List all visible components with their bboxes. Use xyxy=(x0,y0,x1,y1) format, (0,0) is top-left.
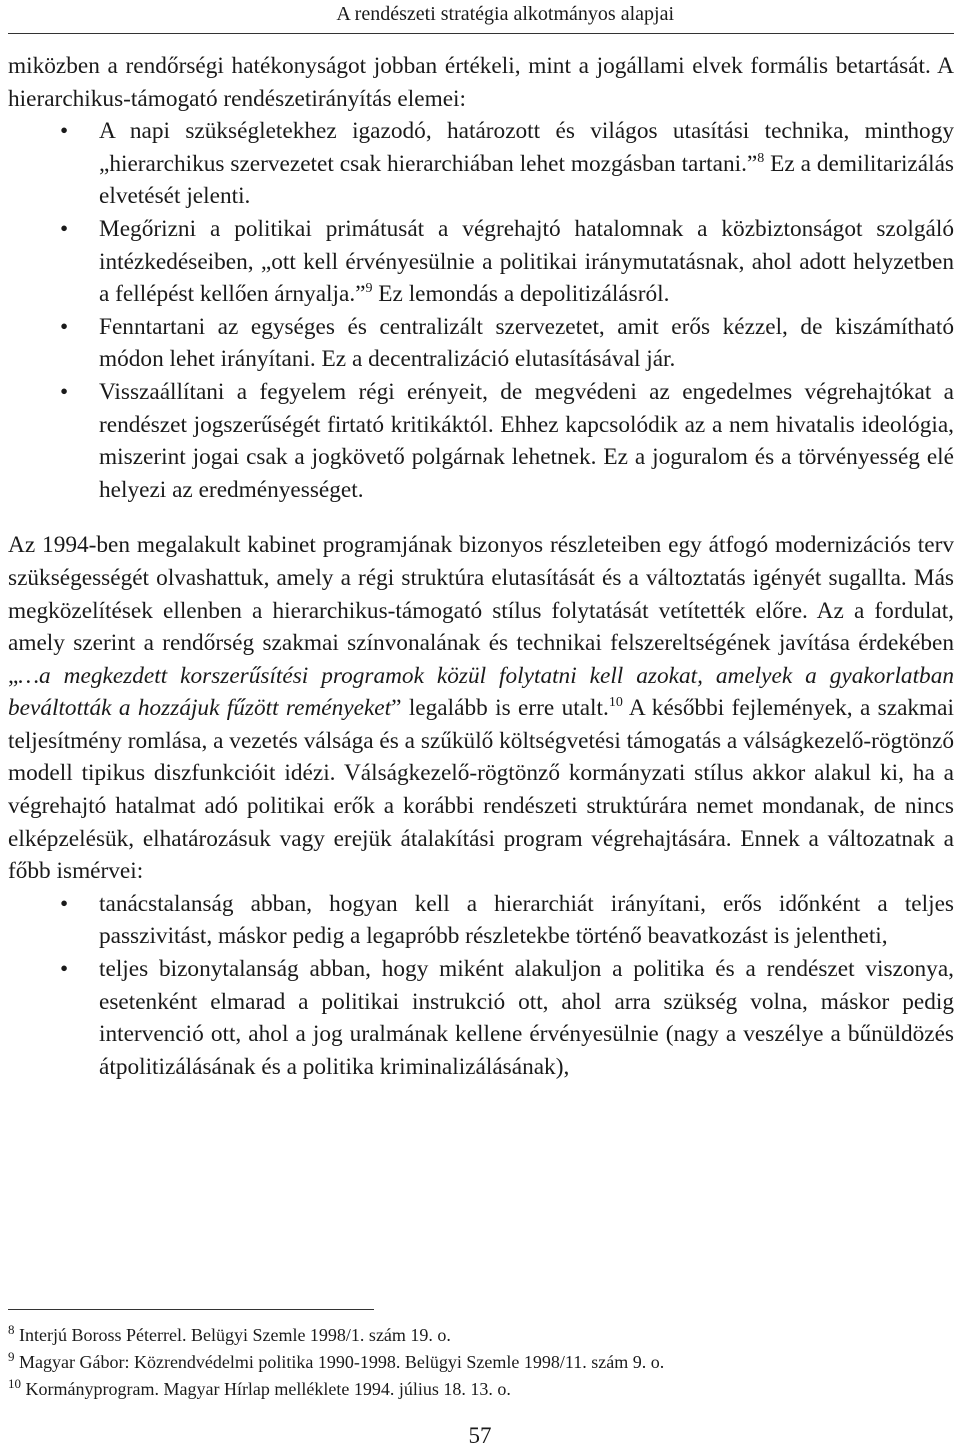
header-divider xyxy=(8,33,954,34)
bullet-icon: • xyxy=(60,890,69,917)
footnote: $^9$ Magyar Gábor: Közrendvédelmi politika 1990-1998. Belügyi Szemle 1998/11. szám 9. o. xyxy=(8,1349,665,1372)
paragraph-main: Az 1994-ben megalakult kabinet programjának bizonyos részleteiben egy átfogó modernizációs terv szükségességét olvashattuk, amely a régi struktúra elutasítását és a változtatás igényét sugallta. Más megközelítések ellenben a hierarchikus-támogató stílus folytatását vetítették előre. Az a fordulat, amely szerint a rendőrség szakmai színvonalának és technikai felszereltségének javítása érdekében „…a megkezdett korszerűsítési programok közül folytatni kell azokat, amelyek a gyakorlatban beváltották a hozzájuk fűzött reményeket” legalább is erre utalt.$^{10}$ A későbbi fejlemények, a szakmai teljesítmény romlása, a vezetés válsága és a szűkülő költségvetési támogatás a válságkezelő-rögtönző modell tipikus diszfunkcióit idézi. Válságkezelő-rögtönző kormányzati stílus akkor alakul ki, ha a végrehajtó hatalmat adó politikai erők a korábbi rendészeti struktúrára nemet mondanak, de nincs elképzelésük, elhatározásuk vagy erejük átalakítási program végrehajtására. Ennek a változatnak a főbb ismérvei: xyxy=(8,532,954,885)
bullet-icon: • xyxy=(60,118,69,145)
bullet-list-1 xyxy=(8,115,954,506)
footnote-divider xyxy=(8,1309,374,1310)
footnote: $^{10}$ Kormányprogram. Magyar Hírlap melléklete 1994. július 18. 13. o. xyxy=(8,1376,511,1399)
list-item: • A napi szükségletekhez igazodó, határozott és világos utasítási technika, minthogy „hierarchikus szervezetet csak hierarchiában lehet mozgásban tartani.”$^8$ Ez a demilitarizálás elvetését jelenti. xyxy=(8,115,954,213)
bullet-icon: • xyxy=(60,956,69,983)
list-item: • teljes bizonytalanság abban, hogy miként alakuljon a politika és a rendészet viszonya, esetenként elmarad a politikai instrukció ott, ahol arra szükség volna, máskor pedig intervenció ott, ahol a jog uralmának kellene érvényesülnie (nagy a veszélye a bűnüldözés átpolitizálásának és a politika kriminalizálásának), xyxy=(8,953,954,1083)
footnote-ref: 8 xyxy=(757,151,765,167)
bullet-icon: • xyxy=(60,378,69,405)
list-item: • Visszaállítani a fegyelem régi erényeit, de megvédeni az engedelmes végrehajtókat a rendészet jogszerűségét firtató kritikáktól. Ehhez kapcsolódik az a nem hivatalis ideológia, miszerint jogai csak a jogkövető polgárnak lehetnek. Ez a joguralom és a törvényesség elé helyezi az eredményességet. xyxy=(8,376,954,506)
bullet-list-2 xyxy=(8,888,954,1084)
footnote-ref: 10 xyxy=(608,695,623,711)
list-item: • Fenntartani az egységes és centralizált szervezetet, amit erős kézzel, de kiszámítható módon lehet irányítani. Ez a decentralizáció elutasításával jár. xyxy=(8,311,954,376)
italic-quote: …a megkezdett korszerűsítési programok közül folytatni kell azokat, amelyek a gyakorlatban beváltották a hozzájuk fűzött reményeket xyxy=(8,662,954,722)
page-number: 57 xyxy=(468,1423,492,1448)
list-item: • tanácstalanság abban, hogyan kell a hierarchiát irányítani, erős időnként a teljes passzivitást, máskor pedig a legapróbb részletekbe történő beavatkozást is jelentheti, xyxy=(8,888,954,953)
page-body xyxy=(8,50,954,1083)
footnotes xyxy=(8,1322,948,1403)
footnote: $^8$ Interjú Boross Péterrel. Belügyi Szemle 1998/1. szám 19. o. xyxy=(8,1322,451,1345)
footnote-ref: 9 xyxy=(365,281,373,297)
running-header: A rendészeti stratégia alkotmányos alapjai xyxy=(336,3,674,25)
bullet-icon: • xyxy=(60,215,69,242)
list-item: • Megőrizni a politikai primátusát a végrehajtó hatalomnak a közbiztonságot szolgáló intézkedéseiben, „ott kell érvényesülnie a politikai iránymutatásnak, ahol adott helyzetben a fellépést kellően árnyalja.”$^9$ Ez lemondás a depolitizálásról. xyxy=(8,213,954,311)
bullet-icon: • xyxy=(60,313,69,340)
paragraph-intro: miközben a rendőrségi hatékonyságot jobban értékeli, mint a jogállami elvek formális betartását. A hierarchikus-támogató rendészetirányítás elemei: xyxy=(8,53,954,112)
